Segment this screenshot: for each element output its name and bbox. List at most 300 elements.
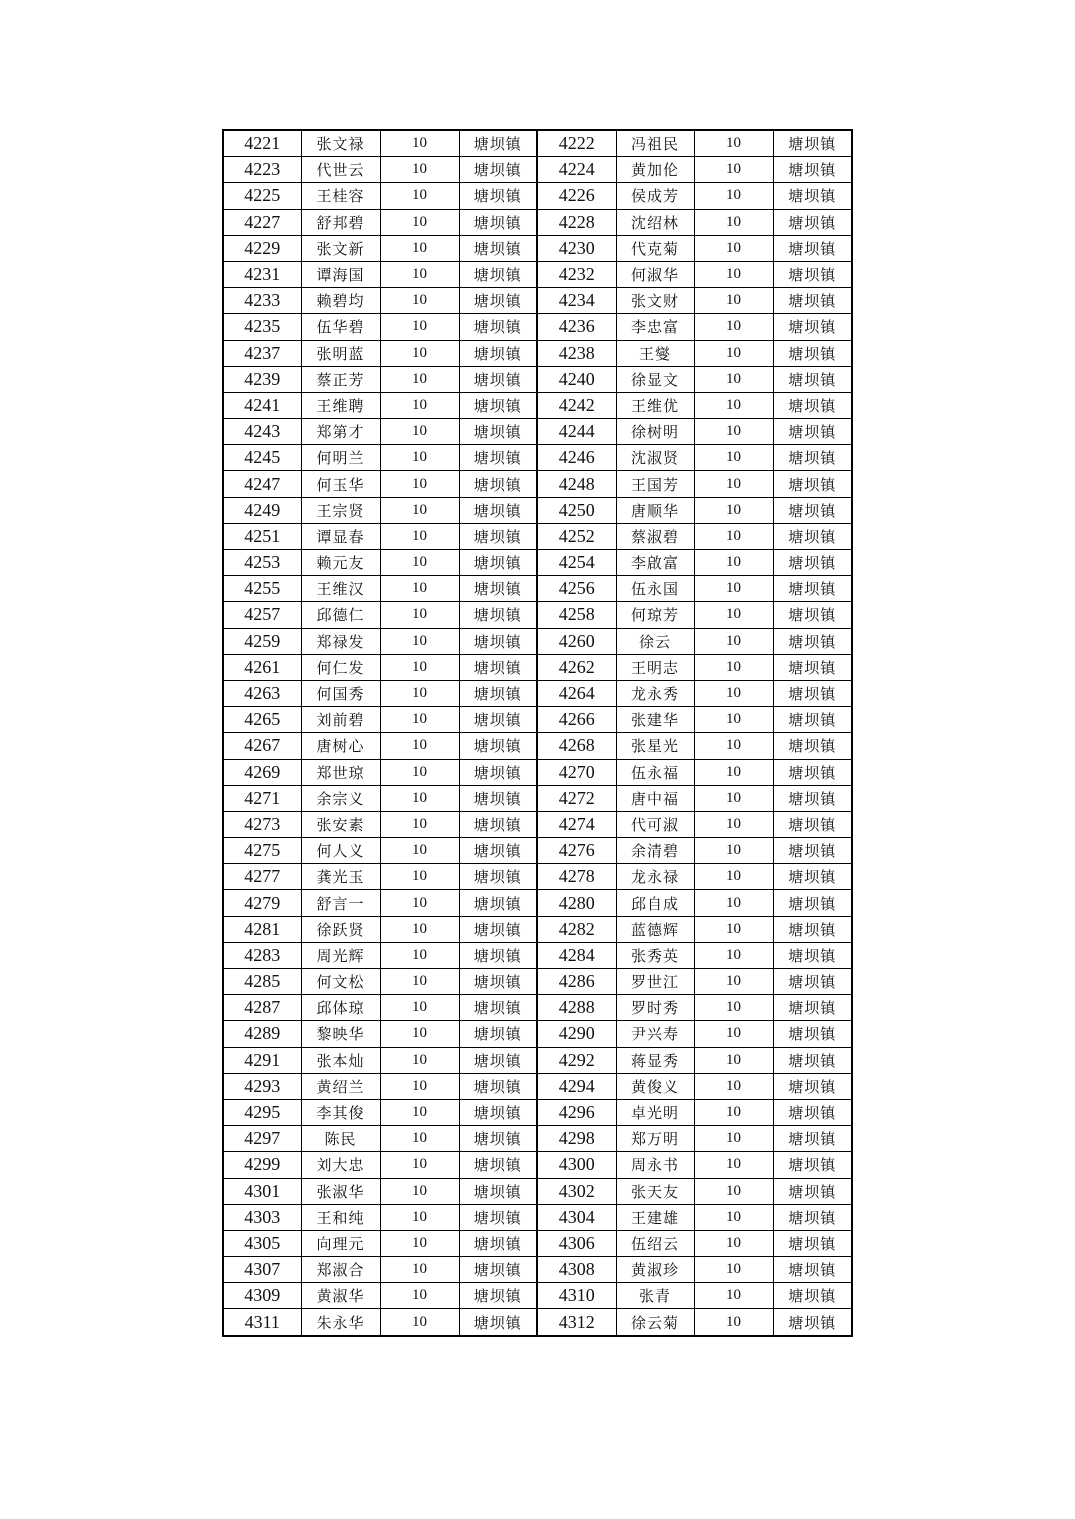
amount-value: 10 [694, 785, 773, 811]
person-name: 周光辉 [301, 942, 380, 968]
amount-value: 10 [380, 707, 459, 733]
town-name: 塘坝镇 [459, 157, 537, 183]
amount-value: 10 [694, 209, 773, 235]
person-name: 郑禄发 [301, 628, 380, 654]
amount-value: 10 [380, 864, 459, 890]
table-row [223, 733, 852, 759]
person-name: 余宗义 [301, 785, 380, 811]
record-number: 4288 [537, 995, 616, 1021]
record-number: 4275 [223, 838, 301, 864]
amount-value: 10 [380, 314, 459, 340]
town-name: 塘坝镇 [773, 445, 852, 471]
town-name: 塘坝镇 [773, 916, 852, 942]
person-name: 何仁发 [301, 654, 380, 680]
record-number: 4309 [223, 1283, 301, 1309]
record-number: 4305 [223, 1230, 301, 1256]
amount-value: 10 [380, 288, 459, 314]
record-number: 4243 [223, 419, 301, 445]
record-number: 4240 [537, 366, 616, 392]
record-number: 4283 [223, 942, 301, 968]
amount-value: 10 [694, 471, 773, 497]
town-name: 塘坝镇 [773, 235, 852, 261]
amount-value: 10 [380, 471, 459, 497]
record-number: 4280 [537, 890, 616, 916]
record-number: 4222 [537, 130, 616, 157]
amount-value: 10 [694, 1283, 773, 1309]
person-name: 李忠富 [616, 314, 694, 340]
town-name: 塘坝镇 [773, 1099, 852, 1125]
person-name: 张淑华 [301, 1178, 380, 1204]
amount-value: 10 [694, 130, 773, 157]
table-row [223, 890, 852, 916]
table-row [223, 366, 852, 392]
town-name: 塘坝镇 [459, 1073, 537, 1099]
amount-value: 10 [380, 942, 459, 968]
person-name: 邱德仁 [301, 602, 380, 628]
person-name: 何玉华 [301, 471, 380, 497]
person-name: 邱自成 [616, 890, 694, 916]
roster-table-body [223, 130, 852, 1336]
person-name: 张秀英 [616, 942, 694, 968]
record-number: 4254 [537, 550, 616, 576]
table-row [223, 916, 852, 942]
amount-value: 10 [380, 261, 459, 287]
amount-value: 10 [380, 1257, 459, 1283]
record-number: 4234 [537, 288, 616, 314]
amount-value: 10 [380, 235, 459, 261]
record-number: 4298 [537, 1126, 616, 1152]
table-row [223, 602, 852, 628]
table-row [223, 550, 852, 576]
town-name: 塘坝镇 [459, 497, 537, 523]
person-name: 赖碧均 [301, 288, 380, 314]
town-name: 塘坝镇 [773, 576, 852, 602]
table-row [223, 654, 852, 680]
amount-value: 10 [694, 995, 773, 1021]
record-number: 4306 [537, 1230, 616, 1256]
amount-value: 10 [694, 523, 773, 549]
table-row [223, 419, 852, 445]
person-name: 代克菊 [616, 235, 694, 261]
town-name: 塘坝镇 [773, 759, 852, 785]
record-number: 4276 [537, 838, 616, 864]
record-number: 4310 [537, 1283, 616, 1309]
person-name: 向理元 [301, 1230, 380, 1256]
person-name: 李其俊 [301, 1099, 380, 1125]
amount-value: 10 [694, 1257, 773, 1283]
person-name: 谭显春 [301, 523, 380, 549]
record-number: 4293 [223, 1073, 301, 1099]
table-row [223, 183, 852, 209]
town-name: 塘坝镇 [773, 183, 852, 209]
record-number: 4258 [537, 602, 616, 628]
roster-table [222, 129, 853, 1337]
town-name: 塘坝镇 [459, 942, 537, 968]
record-number: 4290 [537, 1021, 616, 1047]
town-name: 塘坝镇 [459, 1126, 537, 1152]
town-name: 塘坝镇 [459, 1257, 537, 1283]
town-name: 塘坝镇 [773, 785, 852, 811]
town-name: 塘坝镇 [459, 523, 537, 549]
table-row [223, 261, 852, 287]
amount-value: 10 [380, 680, 459, 706]
town-name: 塘坝镇 [459, 1204, 537, 1230]
town-name: 塘坝镇 [459, 969, 537, 995]
table-row [223, 445, 852, 471]
record-number: 4266 [537, 707, 616, 733]
town-name: 塘坝镇 [773, 261, 852, 287]
town-name: 塘坝镇 [773, 602, 852, 628]
amount-value: 10 [380, 419, 459, 445]
table-row [223, 1126, 852, 1152]
record-number: 4252 [537, 523, 616, 549]
town-name: 塘坝镇 [773, 392, 852, 418]
person-name: 王桂容 [301, 183, 380, 209]
person-name: 王维汉 [301, 576, 380, 602]
amount-value: 10 [380, 628, 459, 654]
amount-value: 10 [694, 733, 773, 759]
town-name: 塘坝镇 [773, 1283, 852, 1309]
town-name: 塘坝镇 [773, 864, 852, 890]
person-name: 徐云 [616, 628, 694, 654]
record-number: 4253 [223, 550, 301, 576]
person-name: 徐树明 [616, 419, 694, 445]
record-number: 4273 [223, 811, 301, 837]
record-number: 4263 [223, 680, 301, 706]
record-number: 4231 [223, 261, 301, 287]
record-number: 4307 [223, 1257, 301, 1283]
town-name: 塘坝镇 [459, 785, 537, 811]
amount-value: 10 [694, 261, 773, 287]
table-row [223, 1257, 852, 1283]
town-name: 塘坝镇 [773, 680, 852, 706]
person-name: 赖元友 [301, 550, 380, 576]
town-name: 塘坝镇 [459, 445, 537, 471]
record-number: 4265 [223, 707, 301, 733]
record-number: 4221 [223, 130, 301, 157]
town-name: 塘坝镇 [459, 1099, 537, 1125]
town-name: 塘坝镇 [459, 1047, 537, 1073]
record-number: 4230 [537, 235, 616, 261]
record-number: 4278 [537, 864, 616, 890]
amount-value: 10 [380, 995, 459, 1021]
table-row [223, 340, 852, 366]
town-name: 塘坝镇 [773, 1204, 852, 1230]
person-name: 黎映华 [301, 1021, 380, 1047]
amount-value: 10 [380, 1283, 459, 1309]
table-row [223, 523, 852, 549]
person-name: 徐云菊 [616, 1309, 694, 1336]
town-name: 塘坝镇 [773, 811, 852, 837]
record-number: 4223 [223, 157, 301, 183]
town-name: 塘坝镇 [459, 916, 537, 942]
amount-value: 10 [380, 1021, 459, 1047]
town-name: 塘坝镇 [773, 1073, 852, 1099]
town-name: 塘坝镇 [459, 602, 537, 628]
record-number: 4236 [537, 314, 616, 340]
record-number: 4264 [537, 680, 616, 706]
record-number: 4256 [537, 576, 616, 602]
table-row [223, 314, 852, 340]
town-name: 塘坝镇 [773, 707, 852, 733]
town-name: 塘坝镇 [773, 340, 852, 366]
record-number: 4246 [537, 445, 616, 471]
person-name: 代可淑 [616, 811, 694, 837]
table-row [223, 811, 852, 837]
table-row [223, 288, 852, 314]
person-name: 王国芳 [616, 471, 694, 497]
person-name: 黄俊义 [616, 1073, 694, 1099]
amount-value: 10 [380, 654, 459, 680]
person-name: 唐中福 [616, 785, 694, 811]
record-number: 4308 [537, 1257, 616, 1283]
table-row [223, 838, 852, 864]
record-number: 4241 [223, 392, 301, 418]
record-number: 4261 [223, 654, 301, 680]
record-number: 4271 [223, 785, 301, 811]
person-name: 余清碧 [616, 838, 694, 864]
person-name: 周永书 [616, 1152, 694, 1178]
record-number: 4312 [537, 1309, 616, 1336]
amount-value: 10 [694, 366, 773, 392]
person-name: 王宗贤 [301, 497, 380, 523]
amount-value: 10 [694, 1021, 773, 1047]
town-name: 塘坝镇 [773, 1126, 852, 1152]
amount-value: 10 [380, 550, 459, 576]
amount-value: 10 [380, 1204, 459, 1230]
record-number: 4237 [223, 340, 301, 366]
record-number: 4244 [537, 419, 616, 445]
record-number: 4297 [223, 1126, 301, 1152]
record-number: 4255 [223, 576, 301, 602]
amount-value: 10 [380, 890, 459, 916]
amount-value: 10 [694, 1126, 773, 1152]
table-row [223, 497, 852, 523]
person-name: 王和纯 [301, 1204, 380, 1230]
town-name: 塘坝镇 [459, 183, 537, 209]
person-name: 张明蓝 [301, 340, 380, 366]
table-row [223, 471, 852, 497]
table-row [223, 130, 852, 157]
person-name: 黄绍兰 [301, 1073, 380, 1099]
amount-value: 10 [694, 680, 773, 706]
person-name: 龚光玉 [301, 864, 380, 890]
person-name: 张文财 [616, 288, 694, 314]
person-name: 蔡正芳 [301, 366, 380, 392]
amount-value: 10 [694, 1152, 773, 1178]
record-number: 4302 [537, 1178, 616, 1204]
town-name: 塘坝镇 [459, 576, 537, 602]
amount-value: 10 [694, 628, 773, 654]
record-number: 4303 [223, 1204, 301, 1230]
amount-value: 10 [380, 1178, 459, 1204]
town-name: 塘坝镇 [459, 811, 537, 837]
person-name: 侯成芳 [616, 183, 694, 209]
town-name: 塘坝镇 [773, 471, 852, 497]
amount-value: 10 [694, 1230, 773, 1256]
town-name: 塘坝镇 [459, 1283, 537, 1309]
record-number: 4229 [223, 235, 301, 261]
record-number: 4281 [223, 916, 301, 942]
table-row [223, 864, 852, 890]
person-name: 罗世江 [616, 969, 694, 995]
amount-value: 10 [694, 183, 773, 209]
amount-value: 10 [380, 785, 459, 811]
person-name: 唐顺华 [616, 497, 694, 523]
person-name: 谭海国 [301, 261, 380, 287]
town-name: 塘坝镇 [773, 995, 852, 1021]
town-name: 塘坝镇 [459, 707, 537, 733]
amount-value: 10 [694, 707, 773, 733]
amount-value: 10 [694, 497, 773, 523]
record-number: 4300 [537, 1152, 616, 1178]
person-name: 沈绍林 [616, 209, 694, 235]
table-row [223, 680, 852, 706]
record-number: 4225 [223, 183, 301, 209]
record-number: 4268 [537, 733, 616, 759]
record-number: 4311 [223, 1309, 301, 1336]
record-number: 4270 [537, 759, 616, 785]
table-row [223, 392, 852, 418]
person-name: 张安素 [301, 811, 380, 837]
town-name: 塘坝镇 [459, 1178, 537, 1204]
record-number: 4286 [537, 969, 616, 995]
record-number: 4238 [537, 340, 616, 366]
record-number: 4250 [537, 497, 616, 523]
record-number: 4262 [537, 654, 616, 680]
person-name: 张青 [616, 1283, 694, 1309]
amount-value: 10 [694, 1178, 773, 1204]
amount-value: 10 [694, 1047, 773, 1073]
person-name: 蔡淑碧 [616, 523, 694, 549]
amount-value: 10 [694, 157, 773, 183]
person-name: 张建华 [616, 707, 694, 733]
amount-value: 10 [694, 890, 773, 916]
town-name: 塘坝镇 [459, 733, 537, 759]
amount-value: 10 [380, 1073, 459, 1099]
amount-value: 10 [380, 209, 459, 235]
record-number: 4248 [537, 471, 616, 497]
record-number: 4277 [223, 864, 301, 890]
amount-value: 10 [694, 1309, 773, 1336]
town-name: 塘坝镇 [773, 969, 852, 995]
table-row [223, 235, 852, 261]
town-name: 塘坝镇 [773, 628, 852, 654]
person-name: 黄加伦 [616, 157, 694, 183]
record-number: 4257 [223, 602, 301, 628]
table-row [223, 1309, 852, 1336]
person-name: 尹兴寿 [616, 1021, 694, 1047]
town-name: 塘坝镇 [459, 314, 537, 340]
town-name: 塘坝镇 [773, 288, 852, 314]
town-name: 塘坝镇 [773, 130, 852, 157]
record-number: 4233 [223, 288, 301, 314]
person-name: 何明兰 [301, 445, 380, 471]
record-number: 4272 [537, 785, 616, 811]
record-number: 4232 [537, 261, 616, 287]
amount-value: 10 [380, 130, 459, 157]
town-name: 塘坝镇 [459, 550, 537, 576]
table-row [223, 707, 852, 733]
person-name: 刘前碧 [301, 707, 380, 733]
town-name: 塘坝镇 [773, 1257, 852, 1283]
amount-value: 10 [380, 523, 459, 549]
record-number: 4287 [223, 995, 301, 1021]
table-row [223, 628, 852, 654]
person-name: 郑万明 [616, 1126, 694, 1152]
person-name: 郑世琼 [301, 759, 380, 785]
town-name: 塘坝镇 [459, 288, 537, 314]
town-name: 塘坝镇 [459, 340, 537, 366]
record-number: 4251 [223, 523, 301, 549]
table-row [223, 1073, 852, 1099]
table-row [223, 785, 852, 811]
town-name: 塘坝镇 [459, 864, 537, 890]
person-name: 罗时秀 [616, 995, 694, 1021]
town-name: 塘坝镇 [459, 890, 537, 916]
amount-value: 10 [380, 811, 459, 837]
amount-value: 10 [694, 602, 773, 628]
record-number: 4226 [537, 183, 616, 209]
town-name: 塘坝镇 [773, 942, 852, 968]
town-name: 塘坝镇 [459, 995, 537, 1021]
amount-value: 10 [380, 1152, 459, 1178]
amount-value: 10 [694, 942, 773, 968]
person-name: 张星光 [616, 733, 694, 759]
person-name: 卓光明 [616, 1099, 694, 1125]
person-name: 何琼芳 [616, 602, 694, 628]
record-number: 4228 [537, 209, 616, 235]
amount-value: 10 [694, 864, 773, 890]
person-name: 何国秀 [301, 680, 380, 706]
record-number: 4235 [223, 314, 301, 340]
record-number: 4285 [223, 969, 301, 995]
town-name: 塘坝镇 [459, 1021, 537, 1047]
person-name: 王燮 [616, 340, 694, 366]
amount-value: 10 [694, 314, 773, 340]
person-name: 王维聘 [301, 392, 380, 418]
town-name: 塘坝镇 [773, 1152, 852, 1178]
person-name: 何人义 [301, 838, 380, 864]
town-name: 塘坝镇 [459, 471, 537, 497]
amount-value: 10 [694, 288, 773, 314]
person-name: 沈淑贤 [616, 445, 694, 471]
amount-value: 10 [380, 1230, 459, 1256]
amount-value: 10 [380, 445, 459, 471]
town-name: 塘坝镇 [773, 497, 852, 523]
amount-value: 10 [380, 1126, 459, 1152]
person-name: 张天友 [616, 1178, 694, 1204]
person-name: 王明志 [616, 654, 694, 680]
person-name: 张本灿 [301, 1047, 380, 1073]
record-number: 4292 [537, 1047, 616, 1073]
amount-value: 10 [380, 733, 459, 759]
amount-value: 10 [694, 445, 773, 471]
amount-value: 10 [694, 419, 773, 445]
amount-value: 10 [380, 916, 459, 942]
town-name: 塘坝镇 [773, 733, 852, 759]
town-name: 塘坝镇 [773, 523, 852, 549]
record-number: 4239 [223, 366, 301, 392]
town-name: 塘坝镇 [773, 419, 852, 445]
record-number: 4267 [223, 733, 301, 759]
amount-value: 10 [694, 235, 773, 261]
town-name: 塘坝镇 [459, 366, 537, 392]
record-number: 4260 [537, 628, 616, 654]
person-name: 蒋显秀 [616, 1047, 694, 1073]
person-name: 唐树心 [301, 733, 380, 759]
person-name: 陈民 [301, 1126, 380, 1152]
